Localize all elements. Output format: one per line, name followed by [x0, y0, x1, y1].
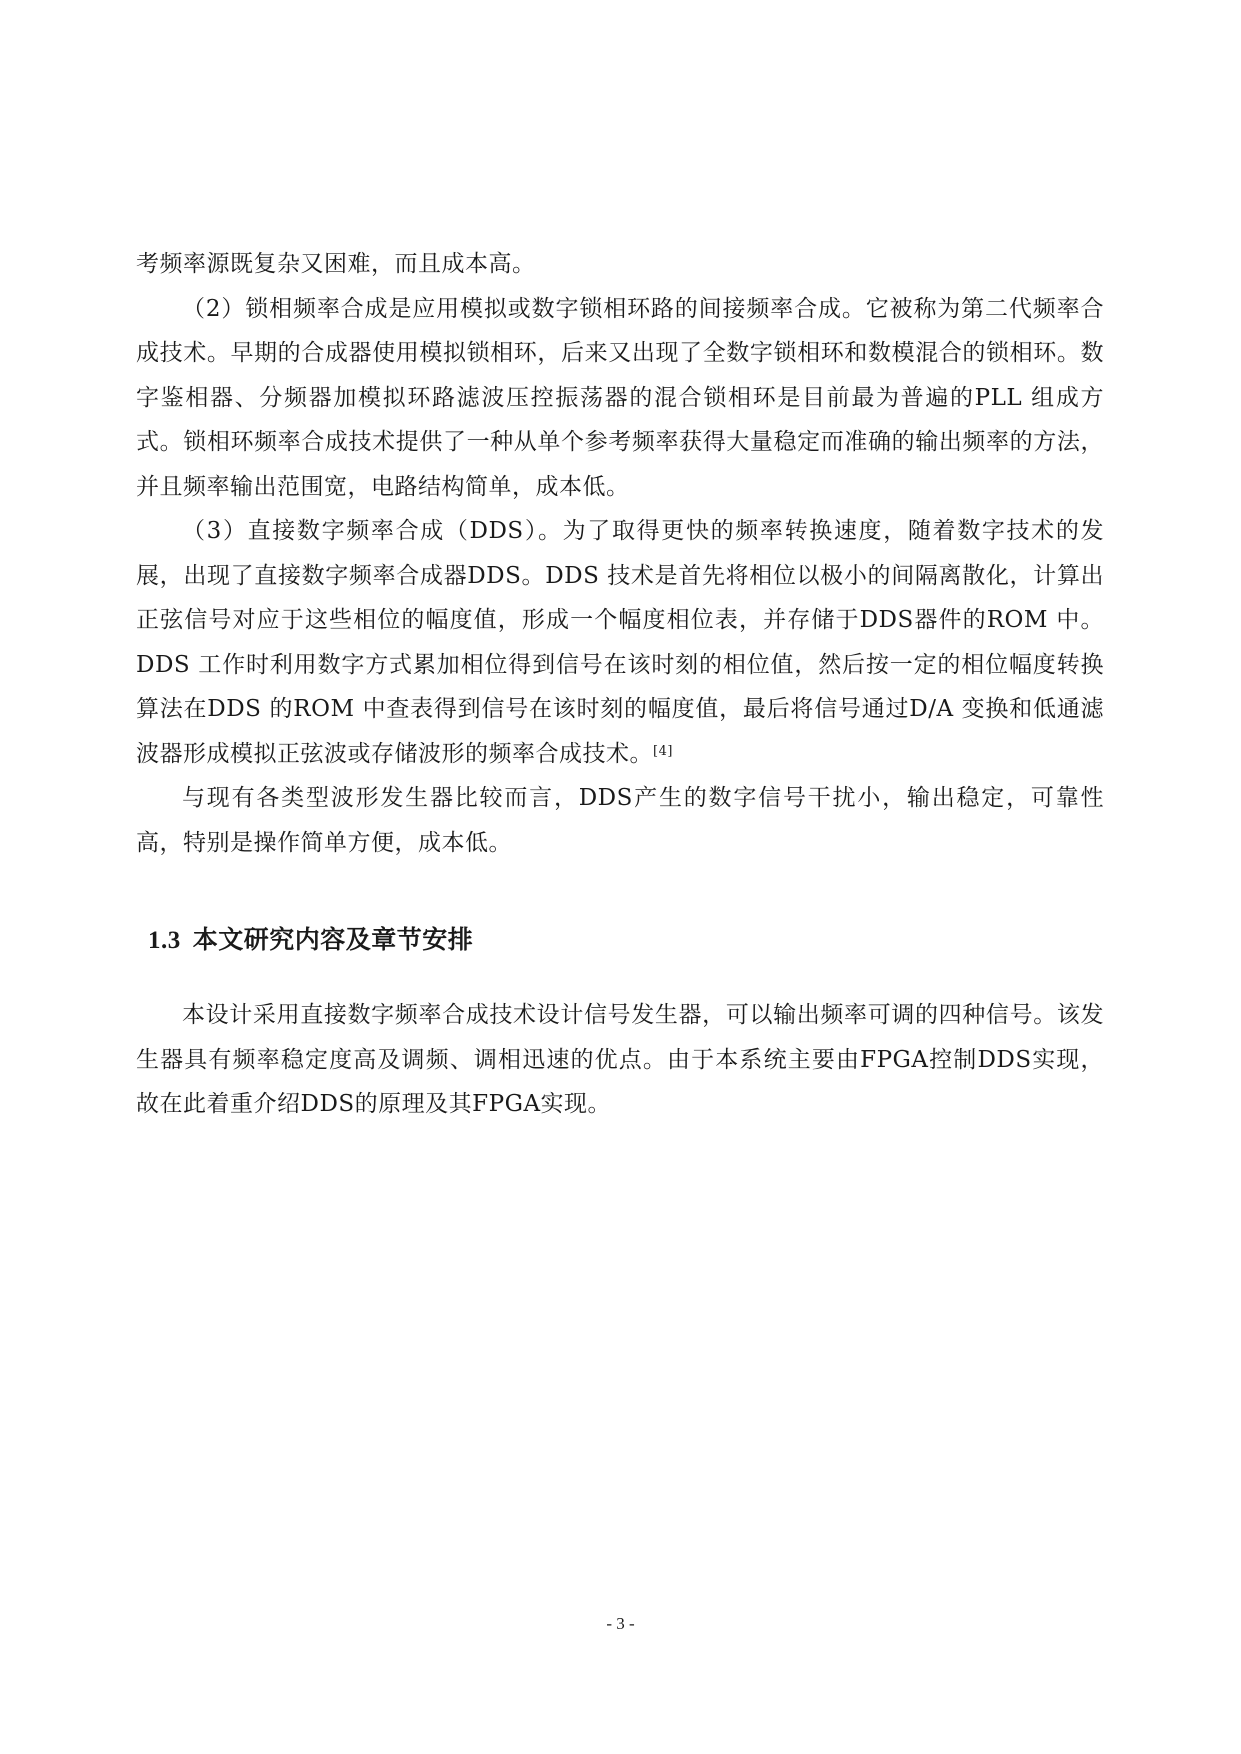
paragraph-text: 本设计采用直接数字频率合成技术设计信号发生器，可以输出频率可调的四种信号。该发生器具有频率稳定度高及调频、调相迅速的优点。由于本系统主要由FPGA控制DDS实现，故在此着重介绍DDS的原理及其FPGA实现。: [136, 1002, 1104, 1117]
paragraph-pll: [136, 287, 1104, 510]
paragraph-text: 考频率源既复杂又困难，而且成本高。: [136, 251, 536, 277]
section-number: 1.3: [148, 927, 181, 954]
paragraph-comparison: [136, 776, 1104, 865]
citation-reference: [4]: [653, 743, 673, 759]
paragraph-text: （3）直接数字频率合成（DDS）。为了取得更快的频率转换速度，随着数字技术的发展，出现了直接数字频率合成器DDS。DDS 技术是首先将相位以极小的间隔离散化，计算出正弦信号对应于这些相位的幅度值，形成一个幅度相位表，并存储于DDS器件的ROM 中。DDS 工作时利用数字方式累加相位得到信号在该时刻的相位值，然后按一定的相位幅度转换算法在DDS 的ROM 中查表得到信号在该时刻的幅度值，最后将信号通过D/A 变换和低通滤波器形成模拟正弦波或存储波形的频率合成技术。: [136, 518, 1104, 767]
section-body: [136, 993, 1104, 1127]
section-title: 本文研究内容及章节安排: [192, 925, 474, 954]
paragraph-text: 与现有各类型波形发生器比较而言，DDS产生的数字信号干扰小，输出稳定，可靠性高，特别是操作简单方便，成本低。: [136, 785, 1104, 856]
page-number: - 3 -: [606, 1614, 635, 1633]
paragraph-continuation: [136, 242, 1104, 287]
body-text: [136, 242, 1104, 865]
paragraph-dds: [136, 509, 1104, 776]
paragraph-text: （2）锁相频率合成是应用模拟或数字锁相环路的间接频率合成。它被称为第二代频率合成技术。早期的合成器使用模拟锁相环，后来又出现了全数字锁相环和数模混合的锁相环。数字鉴相器、分频器加模拟环路滤波压控振荡器的混合锁相环是目前最为普遍的PLL 组成方式。锁相环频率合成技术提供了一种从单个参考频率获得大量稳定而准确的输出频率的方法，并且频率输出范围宽，电路结构简单，成本低。: [136, 295, 1104, 500]
paragraph-design-overview: [136, 993, 1104, 1127]
section-heading: [148, 920, 473, 956]
